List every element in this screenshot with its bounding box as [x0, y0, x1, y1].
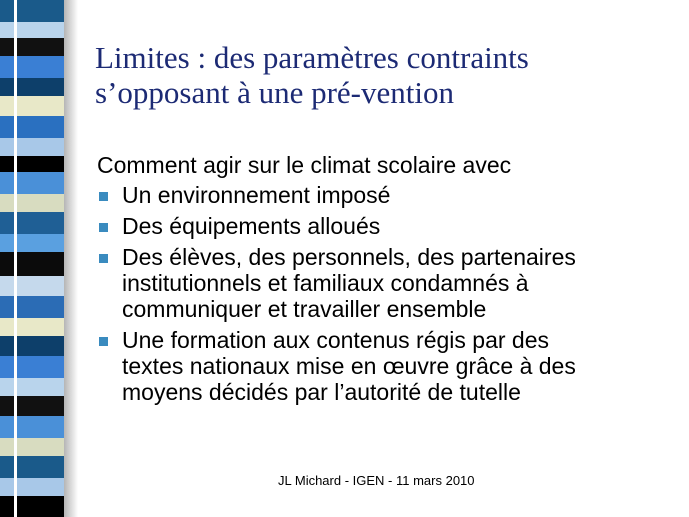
list-item-text: moyens décidés par l’autorité de tutelle — [122, 379, 521, 405]
square-bullet-icon — [99, 337, 108, 346]
list-item-text: communiquer et travailler ensemble — [122, 296, 487, 322]
stripe-segment — [0, 456, 64, 478]
stripe-segment — [0, 96, 64, 116]
decorative-stripe-band — [0, 0, 78, 517]
list-item-text: Des équipements alloués — [122, 213, 381, 239]
square-bullet-icon — [99, 192, 108, 201]
stripe-segment — [0, 296, 64, 318]
lead-text: Comment agir sur le climat scolaire avec — [97, 152, 512, 178]
stripe-shadow — [64, 0, 78, 517]
stripe-segment — [0, 356, 64, 378]
slide-body — [97, 152, 667, 410]
stripe-segment — [0, 416, 64, 438]
stripe-divider — [14, 0, 17, 517]
bullet-list — [97, 182, 667, 405]
stripe-segment — [0, 478, 64, 496]
list-item — [97, 182, 667, 208]
stripe-segment — [0, 116, 64, 138]
square-bullet-icon — [99, 254, 108, 263]
stripe-segment — [0, 276, 64, 296]
list-item-text: Des élèves, des personnels, des partenaires — [122, 244, 576, 270]
list-item-text: Une formation aux contenus régis par des — [122, 327, 550, 353]
stripe-segment — [0, 396, 64, 416]
slide-title-line: s’opposant à une pré-vention — [95, 75, 454, 110]
stripe-segment — [0, 212, 64, 234]
slide-title — [95, 40, 675, 110]
stripe-segment — [0, 194, 64, 212]
stripe-segment — [0, 234, 64, 252]
list-item-text: Un environnement imposé — [122, 182, 391, 208]
stripe-segment — [0, 252, 64, 276]
stripe-segment — [0, 38, 64, 56]
list-item-text: institutionnels et familiaux condamnés à — [122, 270, 529, 296]
stripe-segment — [0, 496, 64, 517]
slide-footer: JL Michard - IGEN - 11 mars 2010 — [278, 473, 475, 488]
list-item — [97, 327, 667, 405]
stripe-segment — [0, 172, 64, 194]
slide-title-line: Limites : des paramètres contraints — [95, 40, 529, 75]
stripe-segment — [0, 438, 64, 456]
stripe-segment — [0, 0, 64, 22]
stripe-segment — [0, 318, 64, 336]
list-item — [97, 244, 667, 322]
stripe-segment — [0, 22, 64, 38]
stripe-segment — [0, 378, 64, 396]
stripe-segment — [0, 336, 64, 356]
list-item — [97, 213, 667, 239]
stripe-segment — [0, 56, 64, 78]
stripe-segment — [0, 138, 64, 156]
stripe-segment — [0, 78, 64, 96]
list-item-text: textes nationaux mise en œuvre grâce à des — [122, 353, 576, 379]
stripe-segment — [0, 156, 64, 172]
square-bullet-icon — [99, 223, 108, 232]
